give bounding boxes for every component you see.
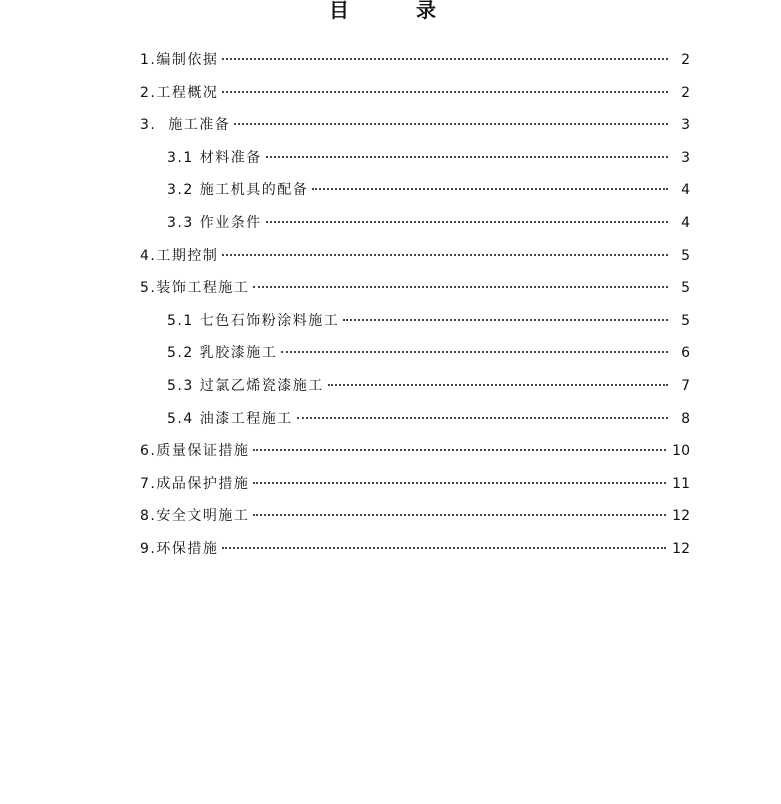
toc-entry[interactable] <box>140 439 690 472</box>
toc-page-number: 12 <box>672 508 690 525</box>
toc-entry-label: 5.3 过氯乙烯瓷漆施工 <box>167 377 324 394</box>
toc-dot-leader <box>253 286 668 288</box>
toc-subentry[interactable] <box>140 341 690 374</box>
toc-dot-leader <box>328 384 668 386</box>
toc-subentry[interactable] <box>140 374 690 407</box>
toc-page-number: 3 <box>681 117 690 134</box>
toc-entry[interactable] <box>140 537 690 570</box>
toc-entry[interactable] <box>140 244 690 277</box>
toc-subentry[interactable] <box>140 146 690 179</box>
toc-entry-label: 7.成品保护措施 <box>140 475 250 492</box>
toc-page-number: 8 <box>681 410 690 427</box>
toc-page-number: 5 <box>681 247 690 264</box>
toc-entry[interactable] <box>140 504 690 537</box>
toc-dot-leader <box>266 156 668 158</box>
toc-page-number: 6 <box>681 345 690 362</box>
toc-entry[interactable] <box>140 113 690 146</box>
toc-entry[interactable] <box>140 81 690 114</box>
toc-entry-label: 6.质量保证措施 <box>140 443 250 460</box>
toc-entry-label: 3. 施工准备 <box>140 117 231 134</box>
toc-dot-leader <box>234 123 668 125</box>
toc-dot-leader <box>222 58 668 60</box>
toc-page-number: 10 <box>672 443 690 460</box>
toc-page-number: 3 <box>681 149 690 166</box>
toc-page-number: 4 <box>681 182 690 199</box>
toc-page-number: 2 <box>681 52 690 68</box>
toc-subentry[interactable] <box>140 178 690 211</box>
toc-page-number: 5 <box>681 312 690 329</box>
toc-dot-leader <box>312 188 668 190</box>
toc-dot-leader <box>253 482 666 484</box>
toc-entry-label: 4.工期控制 <box>140 247 219 264</box>
toc-entry-label: 8.安全文明施工 <box>140 508 250 525</box>
toc-entry-label: 1.编制依据 <box>140 52 219 68</box>
toc-page-number: 5 <box>681 280 690 297</box>
toc-entry-label: 3.2 施工机具的配备 <box>167 182 309 199</box>
toc-entry[interactable] <box>140 48 690 81</box>
toc-entry-label: 3.3 作业条件 <box>167 214 262 231</box>
toc-dot-leader <box>222 91 668 93</box>
toc-subentry[interactable] <box>140 407 690 440</box>
table-of-contents <box>140 48 690 570</box>
toc-subentry[interactable] <box>140 211 690 244</box>
toc-subentry[interactable] <box>140 309 690 342</box>
toc-dot-leader <box>343 319 668 321</box>
toc-entry[interactable] <box>140 276 690 309</box>
toc-entry-label: 2.工程概况 <box>140 84 219 101</box>
toc-dot-leader <box>253 514 666 516</box>
toc-page-number: 4 <box>681 214 690 231</box>
toc-entry[interactable] <box>140 472 690 505</box>
toc-dot-leader <box>222 254 668 256</box>
toc-page-number: 2 <box>681 84 690 101</box>
toc-dot-leader <box>297 417 668 419</box>
toc-dot-leader <box>253 449 666 451</box>
toc-page-number: 12 <box>672 540 690 557</box>
toc-dot-leader <box>222 547 666 549</box>
toc-page-number: 7 <box>681 377 690 394</box>
toc-dot-leader <box>266 221 668 223</box>
toc-entry-label: 5.4 油漆工程施工 <box>167 410 293 427</box>
toc-entry-label: 9.环保措施 <box>140 540 219 557</box>
toc-dot-leader <box>281 351 668 353</box>
toc-entry-label: 5.2 乳胶漆施工 <box>167 345 278 362</box>
toc-entry-label: 5.1 七色石饰粉涂料施工 <box>167 312 340 329</box>
toc-entry-label: 3.1 材料准备 <box>167 149 262 166</box>
toc-entry-label: 5.装饰工程施工 <box>140 280 250 297</box>
toc-page-number: 11 <box>672 475 690 492</box>
page-title: 目 录 <box>329 0 466 22</box>
